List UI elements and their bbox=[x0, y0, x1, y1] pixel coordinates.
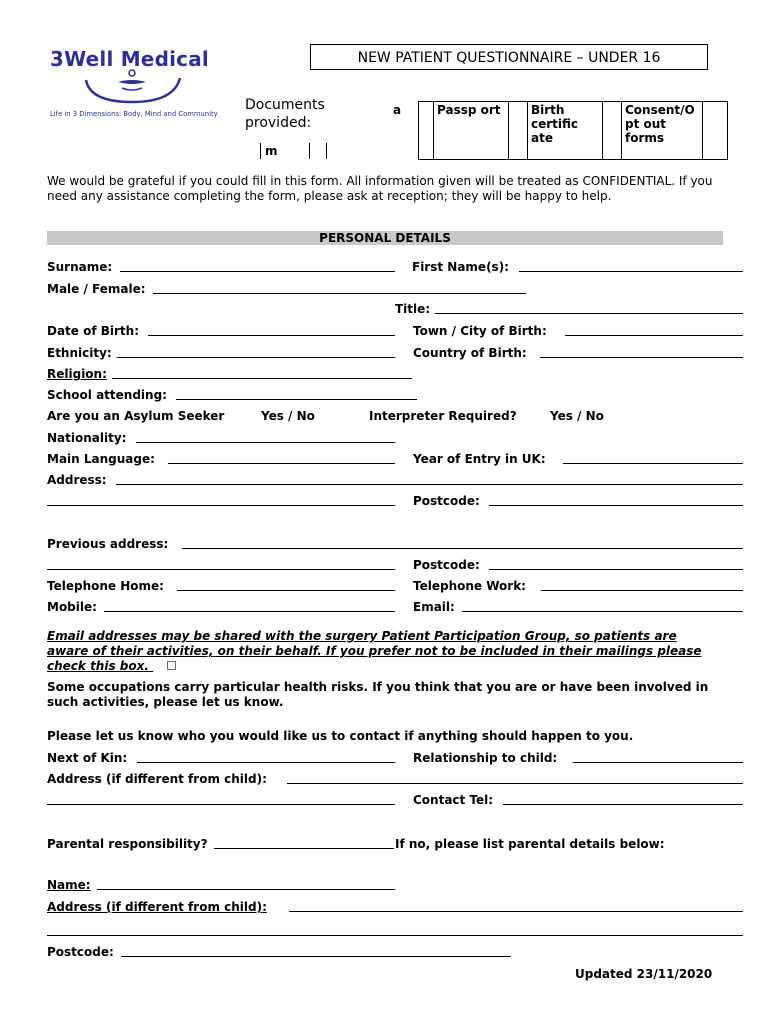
doc-m-check-2[interactable] bbox=[327, 143, 344, 159]
tel-home-label: Telephone Home: bbox=[47, 579, 164, 593]
section-personal-details: PERSONAL DETAILS bbox=[47, 231, 723, 245]
doc-m-cell: m bbox=[261, 143, 310, 159]
documents-table bbox=[390, 101, 728, 160]
school-label: School attending: bbox=[47, 388, 167, 402]
prev-address-label: Previous address: bbox=[47, 537, 169, 551]
logo-emblem-icon bbox=[80, 68, 192, 106]
parent-address-field-1[interactable] bbox=[289, 910, 743, 912]
gender-label: Male / Female: bbox=[47, 282, 146, 296]
surname-field[interactable] bbox=[120, 270, 395, 272]
nationality-field[interactable] bbox=[136, 441, 395, 443]
parent-postcode-field[interactable] bbox=[121, 955, 511, 957]
doc-m-check-1[interactable] bbox=[310, 143, 327, 159]
nationality-label: Nationality: bbox=[47, 431, 127, 445]
form-title: NEW PATIENT QUESTIONNAIRE – UNDER 16 bbox=[310, 44, 708, 70]
logo-name: 3Well Medical bbox=[50, 47, 209, 71]
country-field[interactable] bbox=[540, 356, 743, 358]
gender-field[interactable] bbox=[153, 292, 526, 294]
first-names-field[interactable] bbox=[519, 270, 743, 272]
year-entry-field[interactable] bbox=[563, 462, 743, 464]
email-field[interactable] bbox=[462, 610, 743, 612]
parent-name-field[interactable] bbox=[97, 888, 395, 890]
next-of-kin-label: Next of Kin: bbox=[47, 751, 128, 765]
title-label: Title: bbox=[395, 302, 431, 316]
kin-address-label: Address (if different from child): bbox=[47, 772, 267, 786]
doc-check-3[interactable] bbox=[603, 102, 622, 160]
doc-consent-forms: Consent/O pt out forms bbox=[622, 102, 703, 160]
address-field-2[interactable] bbox=[47, 504, 395, 506]
postcode-label: Postcode: bbox=[413, 494, 480, 508]
doc-check-2[interactable] bbox=[509, 102, 528, 160]
documents-m-row bbox=[260, 143, 343, 159]
parent-name-label: Name: bbox=[47, 878, 91, 892]
religion-label: Religion: bbox=[47, 367, 107, 381]
mobile-field[interactable] bbox=[104, 610, 395, 612]
tel-work-field[interactable] bbox=[541, 589, 743, 591]
intro-text: We would be grateful if you could fill in this form. All information given will be treated as CONFIDENTIAL. If you need any assistance completing the form, please ask at reception; they will be happy to help. bbox=[47, 174, 713, 203]
tel-home-field[interactable] bbox=[177, 589, 395, 591]
interpreter-label: Interpreter Required? bbox=[369, 409, 517, 423]
updated-date: Updated 23/11/2020 bbox=[575, 967, 713, 981]
religion-field[interactable] bbox=[112, 377, 412, 379]
contact-note: Please let us know who you would like us to contact if anything should happen to you. bbox=[47, 729, 634, 743]
interpreter-option[interactable]: Yes / No bbox=[550, 409, 604, 423]
ethnicity-field[interactable] bbox=[117, 356, 395, 358]
address-field-1[interactable] bbox=[116, 483, 743, 485]
surname-label: Surname: bbox=[47, 260, 113, 274]
occupation-note: Some occupations carry particular health risks. If you think that you are or have been involved in such activities, please let us know. bbox=[47, 680, 709, 709]
contact-tel-label: Contact Tel: bbox=[413, 793, 494, 807]
school-field[interactable] bbox=[176, 398, 417, 400]
kin-address-field-2[interactable] bbox=[47, 803, 395, 805]
asylum-option[interactable]: Yes / No bbox=[261, 409, 315, 423]
address-label: Address: bbox=[47, 473, 107, 487]
documents-label-line1: Documents bbox=[245, 97, 325, 113]
email-opt-out-checkbox[interactable] bbox=[167, 661, 176, 670]
parent-postcode-label: Postcode: bbox=[47, 945, 114, 959]
town-field[interactable] bbox=[565, 334, 743, 336]
mobile-label: Mobile: bbox=[47, 600, 97, 614]
parent-address-label: Address (if different from child): bbox=[47, 900, 267, 914]
postcode2-label: Postcode: bbox=[413, 558, 480, 572]
documents-label bbox=[245, 96, 325, 132]
email-label: Email: bbox=[413, 600, 455, 614]
postcode2-field[interactable] bbox=[489, 568, 743, 570]
prev-address-field-1[interactable] bbox=[182, 547, 743, 549]
language-label: Main Language: bbox=[47, 452, 155, 466]
doc-col-a: a bbox=[390, 102, 419, 160]
dob-label: Date of Birth: bbox=[47, 324, 140, 338]
prev-address-field-2[interactable] bbox=[47, 568, 395, 570]
doc-check-4[interactable] bbox=[703, 102, 728, 160]
contact-tel-field[interactable] bbox=[503, 803, 743, 805]
doc-check-1[interactable] bbox=[419, 102, 434, 160]
asylum-label: Are you an Asylum Seeker bbox=[47, 409, 225, 423]
dob-field[interactable] bbox=[148, 334, 395, 336]
documents-label-line2: provided: bbox=[245, 115, 312, 131]
language-field[interactable] bbox=[168, 462, 395, 464]
email-consent-note bbox=[47, 629, 712, 674]
parental-responsibility-label: Parental responsibility? bbox=[47, 837, 208, 851]
tel-work-label: Telephone Work: bbox=[413, 579, 526, 593]
email-consent-text: Email addresses may be shared with the surgery Patient Participation Group, so patients are aware of their activities, on their behalf. If you prefer not to be included in their mailings please check this box. bbox=[47, 629, 702, 673]
next-of-kin-field[interactable] bbox=[137, 761, 395, 763]
title-field[interactable] bbox=[435, 312, 743, 314]
town-label: Town / City of Birth: bbox=[413, 324, 547, 338]
doc-passport: Passp ort bbox=[434, 102, 509, 160]
relationship-field[interactable] bbox=[573, 761, 743, 763]
logo-tagline: Life in 3 Dimensions: Body, Mind and Community bbox=[50, 110, 218, 118]
country-label: Country of Birth: bbox=[413, 346, 527, 360]
first-names-label: First Name(s): bbox=[412, 260, 509, 274]
relationship-label: Relationship to child: bbox=[413, 751, 558, 765]
parental-if-no-label: If no, please list parental details below: bbox=[395, 837, 665, 851]
year-entry-label: Year of Entry in UK: bbox=[413, 452, 546, 466]
kin-address-field-1[interactable] bbox=[287, 782, 743, 784]
parental-responsibility-field[interactable] bbox=[214, 847, 394, 849]
parent-address-field-2[interactable] bbox=[47, 934, 743, 936]
postcode-field[interactable] bbox=[489, 504, 743, 506]
ethnicity-label: Ethnicity: bbox=[47, 346, 112, 360]
doc-birth-certificate: Birth certific ate bbox=[528, 102, 603, 160]
